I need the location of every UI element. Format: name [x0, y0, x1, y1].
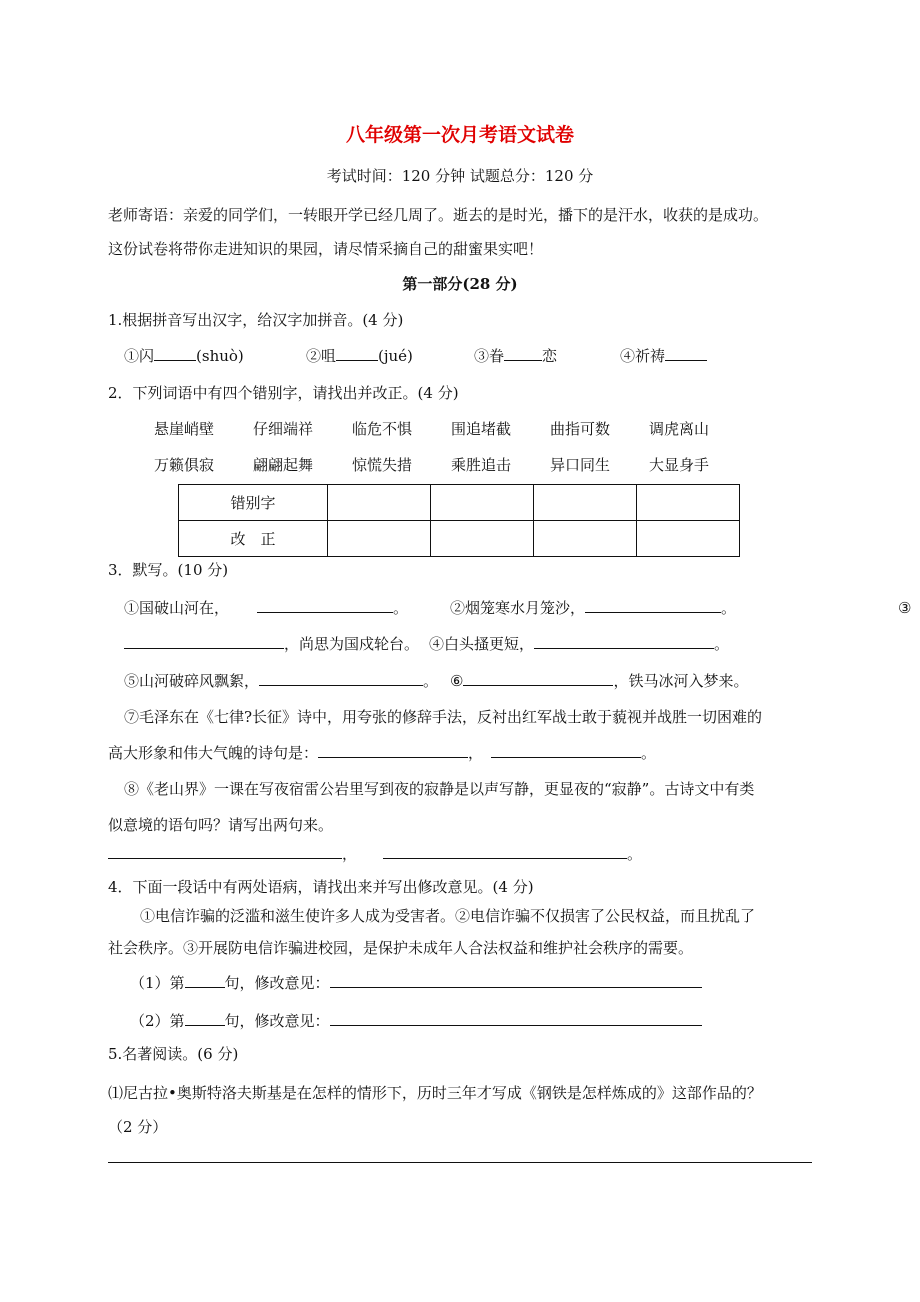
q3-line-1c: ③ [898, 599, 912, 617]
q1-blank-2[interactable] [336, 346, 378, 361]
q3-blank[interactable] [108, 844, 342, 859]
q3-line-4: ⑦毛泽东在《七律?长征》诗中，用夸张的修辞手法，反衬出红军战士敢于藐视并战胜一切困难的 [124, 708, 763, 726]
q5-sub1-line-2: （2 分） [108, 1118, 168, 1136]
q3-blank[interactable] [259, 671, 423, 686]
answer-cell[interactable] [534, 521, 637, 557]
q2-word: 调虎离山 [649, 420, 710, 438]
q2-word: 临危不惧 [352, 420, 413, 438]
q2-word: 万籁俱寂 [154, 456, 215, 474]
q1-blank-4[interactable] [665, 346, 707, 361]
q2-word: 异口同生 [550, 456, 611, 474]
q4-revision-blank[interactable] [330, 973, 702, 988]
exam-info: 考试时间：120 分钟 试题总分：120 分 [326, 167, 594, 185]
page-title: 八年级第一次月考语文试卷 [345, 124, 574, 146]
q3-blank[interactable] [318, 743, 468, 758]
q3-line-1: ①国破山河在， 。 [124, 599, 409, 617]
q1-item-4: ④祈祷 [620, 346, 707, 366]
q2-stem: 2．下列词语中有四个错别字，请找出并改正。(4 分) [108, 384, 459, 402]
q2-word-row-1 [154, 419, 748, 439]
q3-blank[interactable] [124, 634, 284, 649]
q3-line-2: ，尚思为国戍轮台。 ④白头搔更短， 。 [124, 634, 729, 654]
q3-stem: 3．默写。(10 分) [108, 561, 229, 579]
q2-word: 大显身手 [649, 456, 710, 474]
q1-item-3: ③眷 恋 [474, 347, 558, 365]
q1-stem: 1.根据拼音写出汉字，给汉字加拼音。(4 分) [108, 311, 404, 329]
q3-line-7: 似意境的语句吗？请写出两句来。 [108, 816, 334, 834]
q4-passage-line-1: ①电信诈骗的泛滥和滋生使许多人成为受害者。②电信诈骗不仅损害了公民权益，而且扰乱了 [140, 907, 756, 925]
q3-line-3: ⑤山河破碎风飘絮， 。 ⑥ ，铁马冰河入梦来。 [124, 672, 749, 690]
q5-answer-line[interactable] [108, 1162, 812, 1163]
q1-blank-3[interactable] [504, 346, 542, 361]
q1-item-1: ①闪 (shuò) [124, 347, 244, 365]
q3-blank[interactable] [534, 634, 714, 649]
q3-line-5: 高大形象和伟大气魄的诗句是： ， 。 [108, 744, 657, 762]
q2-word: 仔细端祥 [253, 420, 314, 438]
intro-line-2: 这份试卷将带你走进知识的果园，请尽情采摘自己的甜蜜果实吧！ [108, 240, 544, 258]
q2-word: 曲指可数 [550, 420, 611, 438]
q2-word: 乘胜追击 [451, 456, 512, 474]
answer-cell[interactable] [431, 485, 534, 521]
q3-blank[interactable] [383, 844, 627, 859]
q4-answer-1: （1）第 句，修改意见： [130, 973, 702, 993]
q1-item-2: ②咀 (jué) [306, 347, 413, 365]
q1-blank-1[interactable] [154, 346, 196, 361]
q4-stem: 4．下面一段话中有两处语病，请找出来并写出修改意见。(4 分) [108, 878, 534, 896]
q2-word: 围追堵截 [451, 420, 512, 438]
q4-passage-line-2: 社会秩序。③开展防电信诈骗进校园，是保护未成年人合法权益和维护社会秩序的需要。 [108, 939, 694, 957]
q2-word: 翩翩起舞 [253, 456, 314, 474]
part1-heading: 第一部分(28 分) [402, 275, 518, 293]
table-row [179, 521, 740, 557]
q3-blank[interactable] [463, 671, 613, 686]
q3-blank[interactable] [257, 598, 393, 613]
q2-word: 惊慌失措 [352, 456, 413, 474]
q4-revision-blank[interactable] [330, 1011, 702, 1026]
answer-cell[interactable] [637, 521, 740, 557]
q3-line-1b: ②烟笼寒水月笼沙， 。 [450, 599, 737, 617]
q5-sub1-line-1: ⑴尼古拉•奥斯特洛夫斯基是在怎样的情形下，历时三年才写成《钢铁是怎样炼成的》这部作品的？ [108, 1084, 762, 1102]
table-row [179, 485, 740, 521]
q4-sentence-blank[interactable] [185, 973, 225, 988]
intro-line-1: 老师寄语：亲爱的同学们，一转眼开学已经几周了。逝去的是时光，播下的是汗水，收获的是成功。 [108, 206, 769, 224]
q3-blank[interactable] [491, 743, 641, 758]
answer-cell[interactable] [328, 485, 431, 521]
q4-answer-2: （2）第 句，修改意见： [130, 1011, 702, 1031]
q2-word: 悬崖峭壁 [154, 420, 215, 438]
q4-sentence-blank[interactable] [185, 1011, 225, 1026]
q2-word-row-2 [154, 455, 748, 475]
answer-cell[interactable] [637, 485, 740, 521]
q3-blank[interactable] [585, 598, 721, 613]
q2-answer-table [178, 484, 740, 557]
table-header-cell: 改 正 [179, 521, 328, 557]
q3-line-6: ⑧《老山界》一课在写夜宿雷公岩里写到夜的寂静是以声写静，更显夜的“寂静”。古诗文中有类 [124, 780, 755, 798]
answer-cell[interactable] [431, 521, 534, 557]
q5-stem: 5.名著阅读。(6 分) [108, 1045, 239, 1063]
answer-cell[interactable] [328, 521, 431, 557]
answer-cell[interactable] [534, 485, 637, 521]
table-header-cell: 错别字 [179, 485, 328, 521]
q3-line-8: ， 。 [108, 844, 642, 864]
